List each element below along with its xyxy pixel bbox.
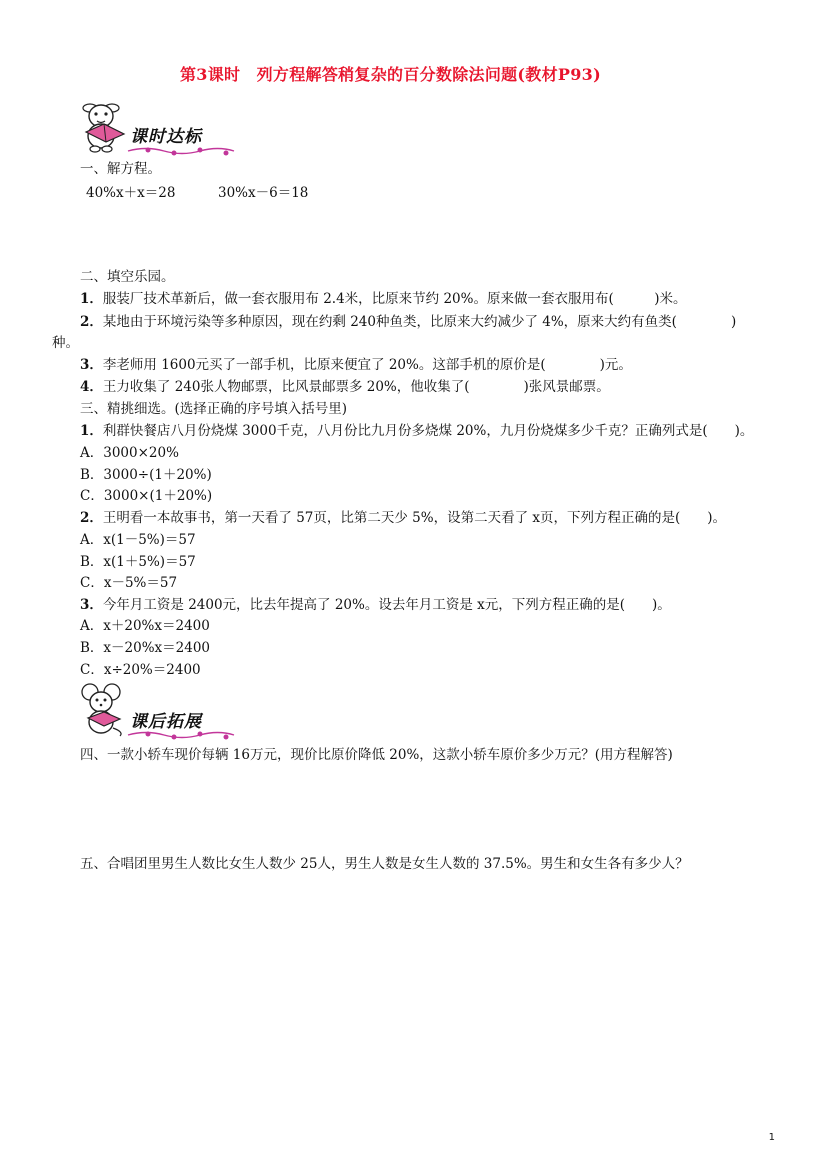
item-text: 服装厂技术革新后，做一套衣服用布 2.4米，比原来节约 20%。原来做一套衣服用布( )米。 xyxy=(102,291,687,307)
choice-question-3 xyxy=(80,596,671,614)
option-1b: B．3000÷(1＋20%) xyxy=(80,467,212,483)
choice-question-2 xyxy=(80,509,726,527)
option-3c: C．x÷20%＝2400 xyxy=(80,662,201,678)
question-text: 今年月工资是 2400元，比去年提高了 20%。设去年月工资是 x元，下列方程正确的是( )。 xyxy=(102,597,671,613)
fill-item-3 xyxy=(80,356,632,374)
option-2a: A．x(1－5%)＝57 xyxy=(80,532,196,548)
option-3b: B．x－20%x＝2400 xyxy=(80,640,211,656)
banner-label: 课后拓展 xyxy=(130,712,202,732)
question-text: 王明看一本故事书，第一天看了 57页，比第二天少 5%，设第二天看了 x页，下列方程正确的是( )。 xyxy=(102,510,727,526)
problem-5: 五、合唱团里男生人数比女生人数少 25人，男生人数是女生人数的 37.5%。男生和女生各有多少人？ xyxy=(80,856,689,872)
option-2b: B．x(1＋5%)＝57 xyxy=(80,554,196,570)
banner-label: 课时达标 xyxy=(130,127,202,147)
option-1a: A．3000×20% xyxy=(80,445,179,461)
banner-after-class xyxy=(76,680,236,742)
item-text: 李老师用 1600元买了一部手机，比原来便宜了 20%。这部手机的原价是( )元。 xyxy=(102,357,632,373)
item-number: 3． xyxy=(80,357,103,373)
item-number: 1． xyxy=(80,291,103,307)
item-number: 4． xyxy=(80,379,103,395)
fill-item-2-continued: 种。 xyxy=(52,335,79,351)
section3-heading: 三、精挑细选。(选择正确的序号填入括号里) xyxy=(80,401,348,417)
item-number: 2． xyxy=(80,314,103,330)
item-text: 王力收集了 240张人物邮票，比风景邮票多 20%，他收集了( )张风景邮票。 xyxy=(102,379,610,395)
section2-heading: 二、填空乐园。 xyxy=(80,269,175,285)
fill-item-2 xyxy=(80,313,736,331)
flower-vine-decoration xyxy=(126,728,236,742)
choice-question-1 xyxy=(80,422,753,440)
fill-item-4 xyxy=(80,378,610,396)
flower-vine-decoration xyxy=(126,144,236,158)
question-number: 1． xyxy=(80,423,103,439)
equation-2: 30%x－6＝18 xyxy=(218,185,309,201)
banner-class-practice xyxy=(76,96,236,160)
section1-heading: 一、解方程。 xyxy=(80,161,161,177)
question-number: 2． xyxy=(80,510,103,526)
fill-item-1 xyxy=(80,290,687,308)
item-text: 某地由于环境污染等多种原因，现在约剩 240种鱼类，比原来大约减少了 4%，原来大约有鱼类( ) xyxy=(102,314,737,330)
option-1c: C．3000×(1＋20%) xyxy=(80,488,213,504)
problem-4: 四、一款小轿车现价每辆 16万元，现价比原价降低 20%，这款小轿车原价多少万元？(用方程解答) xyxy=(80,747,673,763)
page-title: 第3课时 列方程解答稍复杂的百分数除法问题(教材P93) xyxy=(180,65,601,84)
option-3a: A．x＋20%x＝2400 xyxy=(80,618,210,634)
equation-1: 40%x＋x＝28 xyxy=(86,185,176,201)
page-number: 1 xyxy=(768,1132,775,1143)
question-number: 3． xyxy=(80,597,103,613)
question-text: 利群快餐店八月份烧煤 3000千克，八月份比九月份多烧煤 20%，九月份烧煤多少千克？正确列式是( )。 xyxy=(102,423,754,439)
option-2c: C．x－5%＝57 xyxy=(80,575,178,591)
